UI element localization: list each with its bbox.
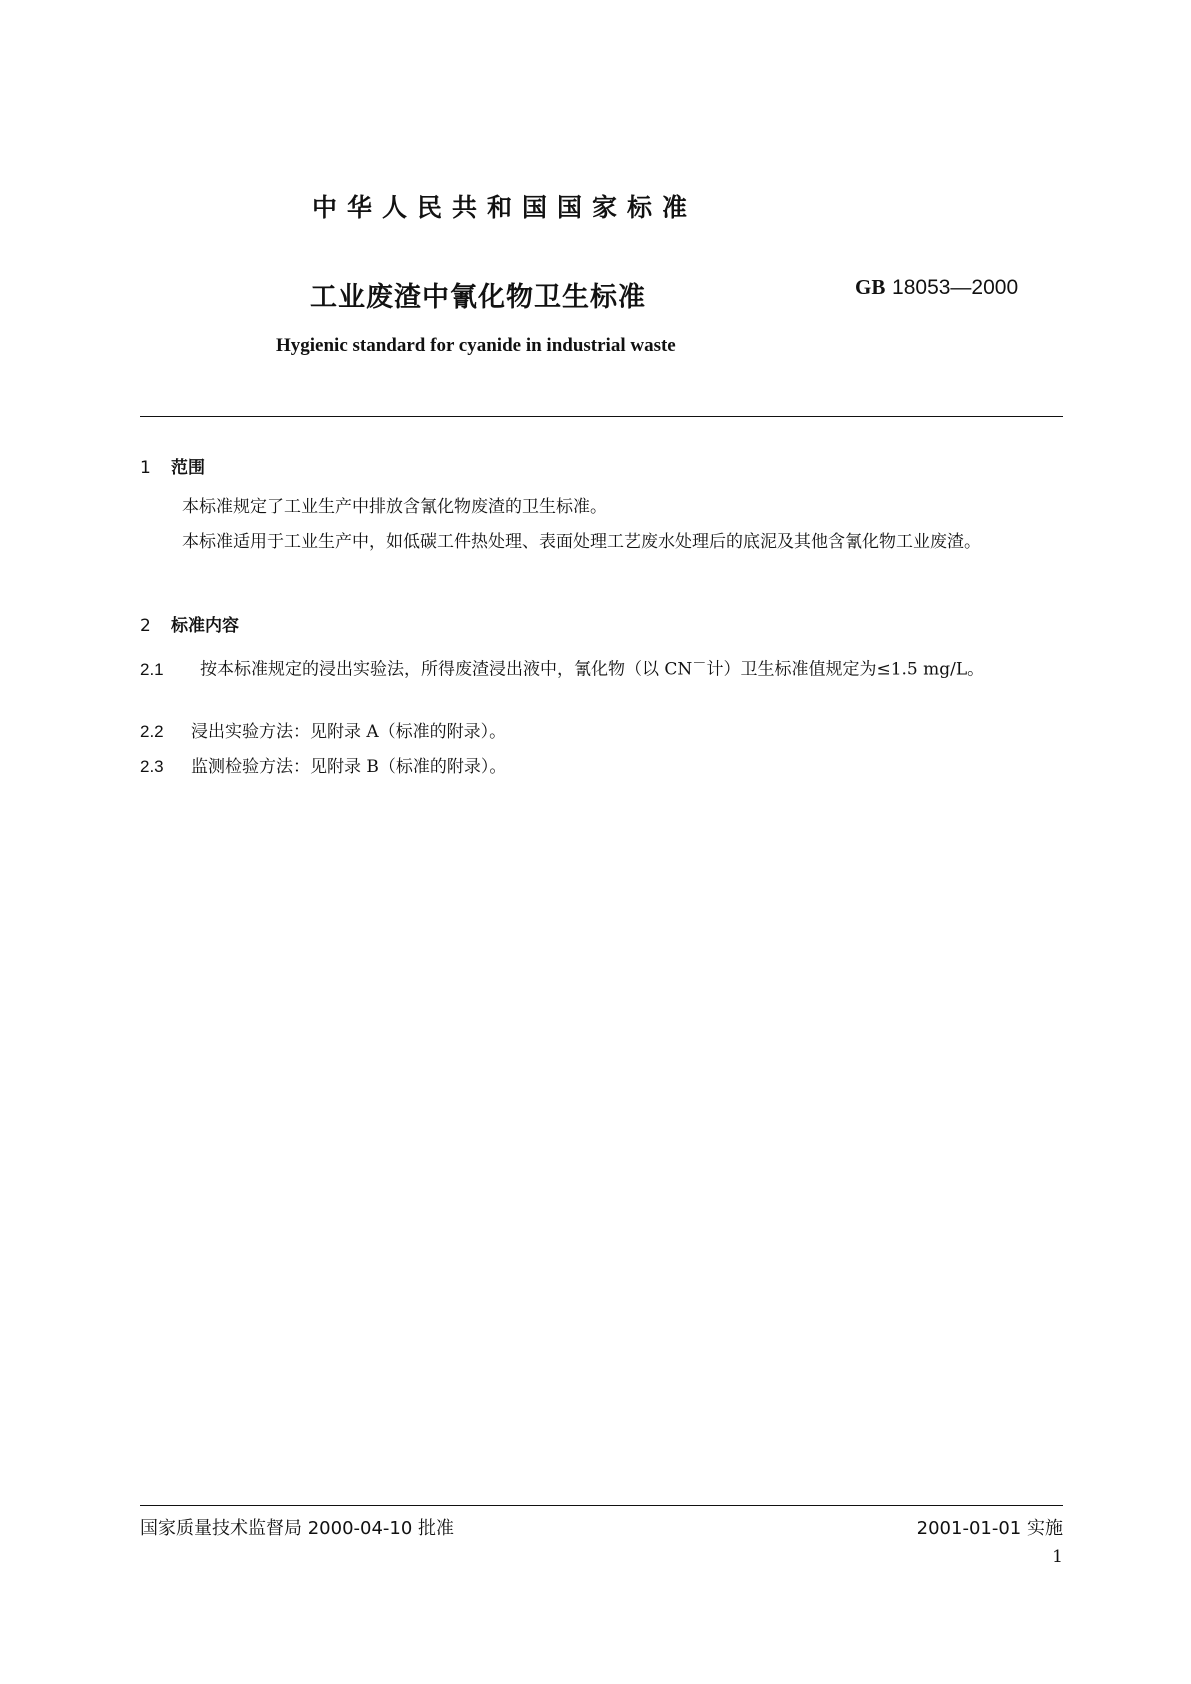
- standard-number: [855, 275, 1018, 300]
- clause-text: 监测检验方法：见附录 B（标准的附录）。: [191, 757, 507, 777]
- footer-divider: [140, 1505, 1063, 1506]
- section-number: 1: [140, 458, 151, 478]
- standard-number-value: 18053—2000: [892, 276, 1019, 299]
- clause-number: 2.1: [140, 659, 164, 679]
- clause-number: 2.3: [140, 757, 164, 776]
- document-title-english: Hygienic standard for cyanide in industrial waste: [276, 335, 676, 356]
- clause-superscript: －: [692, 656, 707, 672]
- approval-info: 国家质量技术监督局 2000-04-10 批准: [140, 1518, 455, 1539]
- scope-paragraph-2: 本标准适用于工业生产中，如低碳工件热处理、表面处理工艺废水处理后的底泥及其他含氰化物工业废渣。: [182, 532, 981, 552]
- clause-text-before: 按本标准规定的浸出实验法，所得废渣浸出液中，氰化物（以 CN: [200, 659, 693, 680]
- section-heading-content: [140, 611, 239, 636]
- header-divider: [140, 416, 1063, 417]
- section-number: 2: [140, 616, 151, 636]
- clause-2-1: [140, 649, 1063, 686]
- page-number: 1: [1052, 1547, 1063, 1567]
- clause-text-after: 计）卫生标准值规定为≤1.5 mg/L。: [706, 659, 985, 680]
- clause-number: 2.2: [140, 722, 164, 741]
- scope-paragraph-1: 本标准规定了工业生产中排放含氰化物废渣的卫生标准。: [182, 497, 607, 517]
- clause-2-2: [140, 716, 1063, 748]
- clause-2-3: [140, 751, 1063, 783]
- effective-date: 2001-01-01 实施: [916, 1518, 1063, 1539]
- standard-code: GB: [855, 275, 886, 299]
- section-title: 范围: [171, 458, 205, 478]
- document-title: 工业废渣中氰化物卫生标准: [310, 282, 646, 313]
- national-standard-heading: 中华人民共和国国家标准: [312, 193, 698, 222]
- clause-text: 浸出实验方法：见附录 A（标准的附录）。: [191, 722, 507, 742]
- section-title: 标准内容: [171, 616, 239, 636]
- section-heading-scope: [140, 453, 205, 478]
